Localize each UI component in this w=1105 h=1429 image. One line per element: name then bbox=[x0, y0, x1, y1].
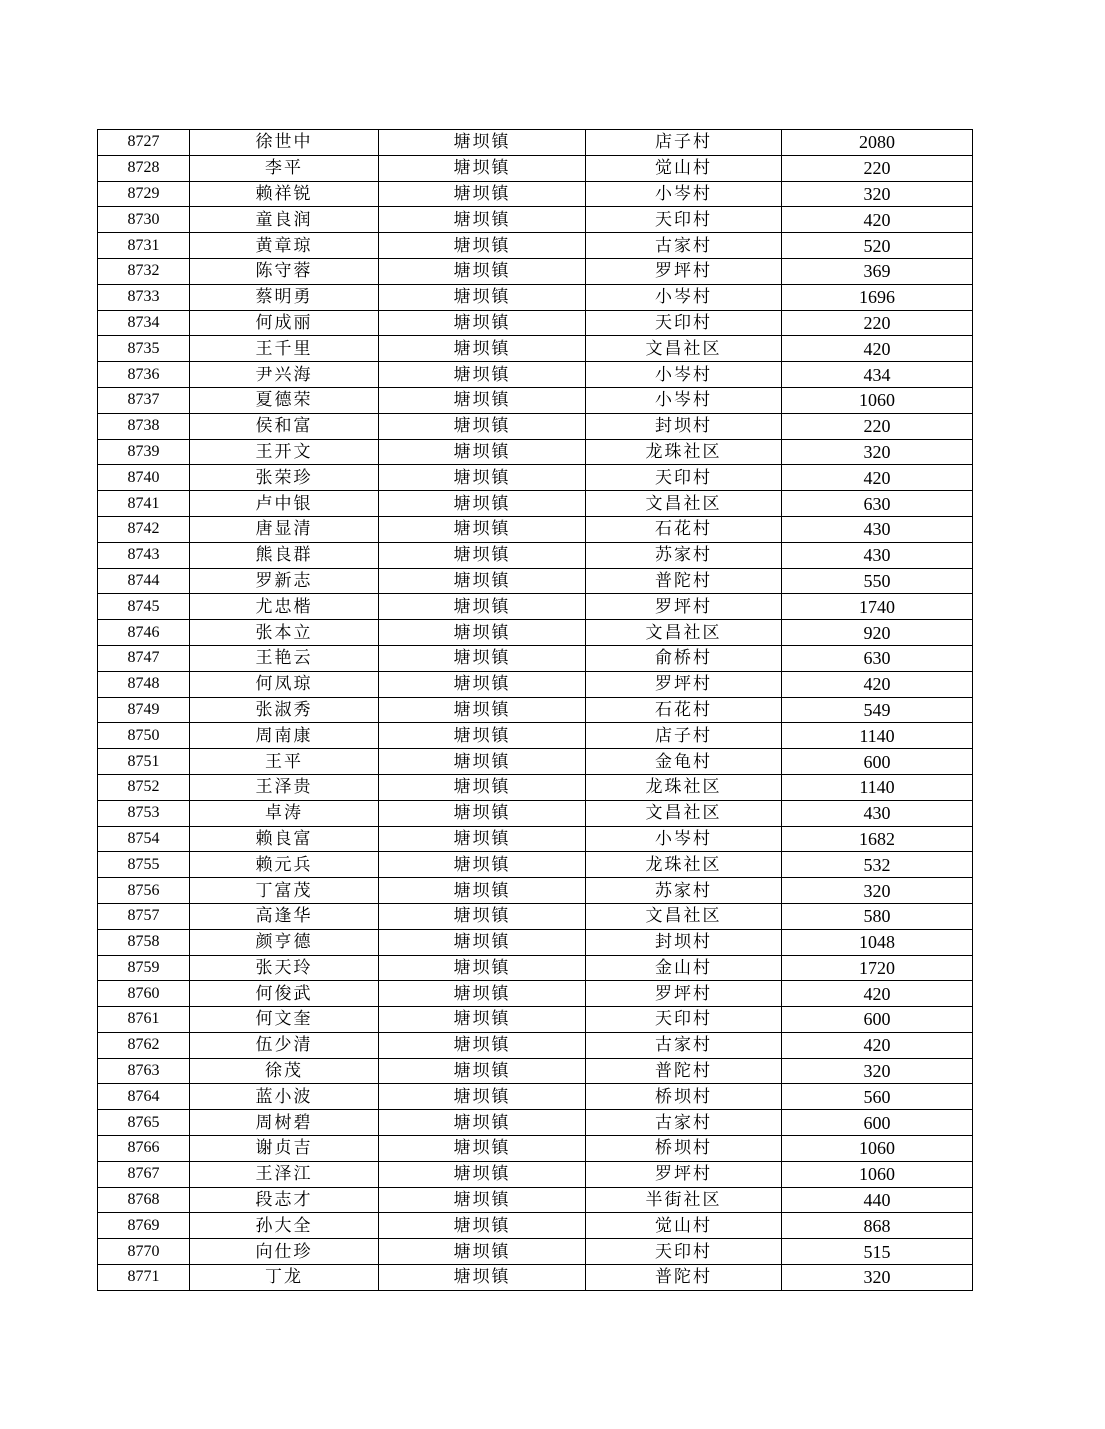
village-cell: 罗坪村 bbox=[586, 671, 782, 697]
person-name-cell: 张天玲 bbox=[190, 955, 379, 981]
town-cell: 塘坝镇 bbox=[379, 697, 586, 723]
village-cell: 文昌社区 bbox=[586, 491, 782, 517]
amount-cell: 1696 bbox=[782, 284, 973, 310]
person-name-cell: 张荣珍 bbox=[190, 465, 379, 491]
record-id-cell: 8753 bbox=[98, 800, 190, 826]
amount-cell: 1140 bbox=[782, 774, 973, 800]
amount-cell: 320 bbox=[782, 878, 973, 904]
person-name-cell: 伍少清 bbox=[190, 1032, 379, 1058]
table-row bbox=[98, 929, 973, 955]
town-cell: 塘坝镇 bbox=[379, 336, 586, 362]
town-cell: 塘坝镇 bbox=[379, 929, 586, 955]
village-cell: 店子村 bbox=[586, 130, 782, 156]
amount-cell: 220 bbox=[782, 155, 973, 181]
village-cell: 封坝村 bbox=[586, 929, 782, 955]
person-name-cell: 徐茂 bbox=[190, 1058, 379, 1084]
town-cell: 塘坝镇 bbox=[379, 233, 586, 259]
amount-cell: 1060 bbox=[782, 1161, 973, 1187]
town-cell: 塘坝镇 bbox=[379, 491, 586, 517]
person-name-cell: 罗新志 bbox=[190, 568, 379, 594]
person-name-cell: 赖元兵 bbox=[190, 852, 379, 878]
person-name-cell: 张淑秀 bbox=[190, 697, 379, 723]
village-cell: 龙珠社区 bbox=[586, 774, 782, 800]
record-id-cell: 8731 bbox=[98, 233, 190, 259]
record-id-cell: 8739 bbox=[98, 439, 190, 465]
person-name-cell: 徐世中 bbox=[190, 130, 379, 156]
table-row bbox=[98, 620, 973, 646]
town-cell: 塘坝镇 bbox=[379, 1058, 586, 1084]
record-id-cell: 8758 bbox=[98, 929, 190, 955]
town-cell: 塘坝镇 bbox=[379, 671, 586, 697]
record-id-cell: 8768 bbox=[98, 1187, 190, 1213]
table-row bbox=[98, 1213, 973, 1239]
person-name-cell: 王艳云 bbox=[190, 645, 379, 671]
table-row bbox=[98, 284, 973, 310]
person-name-cell: 夏德荣 bbox=[190, 387, 379, 413]
person-name-cell: 卢中银 bbox=[190, 491, 379, 517]
person-name-cell: 谢贞吉 bbox=[190, 1136, 379, 1162]
amount-cell: 560 bbox=[782, 1084, 973, 1110]
record-id-cell: 8736 bbox=[98, 362, 190, 388]
table-row bbox=[98, 878, 973, 904]
town-cell: 塘坝镇 bbox=[379, 1110, 586, 1136]
record-id-cell: 8754 bbox=[98, 826, 190, 852]
amount-cell: 430 bbox=[782, 516, 973, 542]
amount-cell: 440 bbox=[782, 1187, 973, 1213]
village-cell: 小岑村 bbox=[586, 826, 782, 852]
record-id-cell: 8755 bbox=[98, 852, 190, 878]
town-cell: 塘坝镇 bbox=[379, 774, 586, 800]
amount-cell: 430 bbox=[782, 542, 973, 568]
amount-cell: 600 bbox=[782, 749, 973, 775]
person-name-cell: 童良润 bbox=[190, 207, 379, 233]
person-name-cell: 尤忠楷 bbox=[190, 594, 379, 620]
record-id-cell: 8763 bbox=[98, 1058, 190, 1084]
person-name-cell: 侯和富 bbox=[190, 413, 379, 439]
record-id-cell: 8770 bbox=[98, 1239, 190, 1265]
village-cell: 石花村 bbox=[586, 516, 782, 542]
record-id-cell: 8766 bbox=[98, 1136, 190, 1162]
person-name-cell: 卓涛 bbox=[190, 800, 379, 826]
person-name-cell: 高逢华 bbox=[190, 903, 379, 929]
village-cell: 桥坝村 bbox=[586, 1136, 782, 1162]
amount-cell: 630 bbox=[782, 491, 973, 517]
town-cell: 塘坝镇 bbox=[379, 749, 586, 775]
person-name-cell: 蔡明勇 bbox=[190, 284, 379, 310]
record-id-cell: 8744 bbox=[98, 568, 190, 594]
town-cell: 塘坝镇 bbox=[379, 1032, 586, 1058]
person-name-cell: 王千里 bbox=[190, 336, 379, 362]
village-cell: 文昌社区 bbox=[586, 336, 782, 362]
person-name-cell: 李平 bbox=[190, 155, 379, 181]
table-row bbox=[98, 903, 973, 929]
person-name-cell: 陈守蓉 bbox=[190, 258, 379, 284]
table-row bbox=[98, 697, 973, 723]
town-cell: 塘坝镇 bbox=[379, 620, 586, 646]
town-cell: 塘坝镇 bbox=[379, 439, 586, 465]
table-row bbox=[98, 413, 973, 439]
village-cell: 觉山村 bbox=[586, 155, 782, 181]
amount-cell: 600 bbox=[782, 1007, 973, 1033]
village-cell: 龙珠社区 bbox=[586, 439, 782, 465]
table-row bbox=[98, 955, 973, 981]
table-row bbox=[98, 387, 973, 413]
village-cell: 半街社区 bbox=[586, 1187, 782, 1213]
amount-cell: 2080 bbox=[782, 130, 973, 156]
table-row bbox=[98, 774, 973, 800]
town-cell: 塘坝镇 bbox=[379, 852, 586, 878]
village-cell: 龙珠社区 bbox=[586, 852, 782, 878]
village-cell: 天印村 bbox=[586, 310, 782, 336]
amount-cell: 220 bbox=[782, 413, 973, 439]
amount-cell: 434 bbox=[782, 362, 973, 388]
amount-cell: 220 bbox=[782, 310, 973, 336]
person-name-cell: 唐显清 bbox=[190, 516, 379, 542]
village-cell: 店子村 bbox=[586, 723, 782, 749]
record-id-cell: 8757 bbox=[98, 903, 190, 929]
record-id-cell: 8765 bbox=[98, 1110, 190, 1136]
person-name-cell: 王开文 bbox=[190, 439, 379, 465]
table-row bbox=[98, 542, 973, 568]
record-id-cell: 8729 bbox=[98, 181, 190, 207]
amount-cell: 420 bbox=[782, 336, 973, 362]
person-name-cell: 何俊武 bbox=[190, 981, 379, 1007]
record-id-cell: 8734 bbox=[98, 310, 190, 336]
village-cell: 桥坝村 bbox=[586, 1084, 782, 1110]
record-id-cell: 8752 bbox=[98, 774, 190, 800]
person-name-cell: 周树碧 bbox=[190, 1110, 379, 1136]
record-table bbox=[97, 129, 973, 1291]
person-name-cell: 何凤琼 bbox=[190, 671, 379, 697]
town-cell: 塘坝镇 bbox=[379, 1136, 586, 1162]
person-name-cell: 赖良富 bbox=[190, 826, 379, 852]
village-cell: 普陀村 bbox=[586, 568, 782, 594]
village-cell: 石花村 bbox=[586, 697, 782, 723]
table-row bbox=[98, 1239, 973, 1265]
table-row bbox=[98, 465, 973, 491]
village-cell: 罗坪村 bbox=[586, 1161, 782, 1187]
amount-cell: 320 bbox=[782, 439, 973, 465]
record-id-cell: 8745 bbox=[98, 594, 190, 620]
table-row bbox=[98, 749, 973, 775]
village-cell: 文昌社区 bbox=[586, 903, 782, 929]
amount-cell: 1682 bbox=[782, 826, 973, 852]
amount-cell: 549 bbox=[782, 697, 973, 723]
table-row bbox=[98, 645, 973, 671]
record-id-cell: 8764 bbox=[98, 1084, 190, 1110]
table-row bbox=[98, 852, 973, 878]
amount-cell: 420 bbox=[782, 465, 973, 491]
person-name-cell: 向仕珍 bbox=[190, 1239, 379, 1265]
record-id-cell: 8732 bbox=[98, 258, 190, 284]
village-cell: 罗坪村 bbox=[586, 594, 782, 620]
record-id-cell: 8750 bbox=[98, 723, 190, 749]
village-cell: 天印村 bbox=[586, 465, 782, 491]
amount-cell: 320 bbox=[782, 1265, 973, 1291]
person-name-cell: 孙大全 bbox=[190, 1213, 379, 1239]
town-cell: 塘坝镇 bbox=[379, 207, 586, 233]
table-row bbox=[98, 671, 973, 697]
person-name-cell: 丁龙 bbox=[190, 1265, 379, 1291]
village-cell: 古家村 bbox=[586, 1032, 782, 1058]
person-name-cell: 丁富茂 bbox=[190, 878, 379, 904]
amount-cell: 515 bbox=[782, 1239, 973, 1265]
record-id-cell: 8733 bbox=[98, 284, 190, 310]
table-row bbox=[98, 1265, 973, 1291]
village-cell: 天印村 bbox=[586, 1007, 782, 1033]
record-id-cell: 8727 bbox=[98, 130, 190, 156]
town-cell: 塘坝镇 bbox=[379, 1213, 586, 1239]
table-row bbox=[98, 568, 973, 594]
village-cell: 苏家村 bbox=[586, 878, 782, 904]
table-row bbox=[98, 1007, 973, 1033]
person-name-cell: 赖祥锐 bbox=[190, 181, 379, 207]
record-id-cell: 8748 bbox=[98, 671, 190, 697]
table-row bbox=[98, 310, 973, 336]
amount-cell: 1140 bbox=[782, 723, 973, 749]
amount-cell: 320 bbox=[782, 1058, 973, 1084]
table-row bbox=[98, 336, 973, 362]
record-id-cell: 8756 bbox=[98, 878, 190, 904]
table-row bbox=[98, 155, 973, 181]
table-row bbox=[98, 594, 973, 620]
record-id-cell: 8751 bbox=[98, 749, 190, 775]
person-name-cell: 段志才 bbox=[190, 1187, 379, 1213]
town-cell: 塘坝镇 bbox=[379, 878, 586, 904]
town-cell: 塘坝镇 bbox=[379, 155, 586, 181]
village-cell: 文昌社区 bbox=[586, 620, 782, 646]
record-id-cell: 8737 bbox=[98, 387, 190, 413]
table-row bbox=[98, 826, 973, 852]
town-cell: 塘坝镇 bbox=[379, 181, 586, 207]
record-id-cell: 8728 bbox=[98, 155, 190, 181]
town-cell: 塘坝镇 bbox=[379, 981, 586, 1007]
table-row bbox=[98, 207, 973, 233]
table-row bbox=[98, 723, 973, 749]
village-cell: 觉山村 bbox=[586, 1213, 782, 1239]
town-cell: 塘坝镇 bbox=[379, 594, 586, 620]
amount-cell: 430 bbox=[782, 800, 973, 826]
amount-cell: 1060 bbox=[782, 387, 973, 413]
town-cell: 塘坝镇 bbox=[379, 516, 586, 542]
town-cell: 塘坝镇 bbox=[379, 1239, 586, 1265]
town-cell: 塘坝镇 bbox=[379, 826, 586, 852]
person-name-cell: 周南康 bbox=[190, 723, 379, 749]
village-cell: 天印村 bbox=[586, 1239, 782, 1265]
town-cell: 塘坝镇 bbox=[379, 130, 586, 156]
record-id-cell: 8741 bbox=[98, 491, 190, 517]
amount-cell: 320 bbox=[782, 181, 973, 207]
record-id-cell: 8743 bbox=[98, 542, 190, 568]
table-row bbox=[98, 362, 973, 388]
record-id-cell: 8761 bbox=[98, 1007, 190, 1033]
village-cell: 罗坪村 bbox=[586, 981, 782, 1007]
amount-cell: 1060 bbox=[782, 1136, 973, 1162]
town-cell: 塘坝镇 bbox=[379, 800, 586, 826]
town-cell: 塘坝镇 bbox=[379, 465, 586, 491]
village-cell: 天印村 bbox=[586, 207, 782, 233]
table-body bbox=[98, 130, 973, 1291]
amount-cell: 532 bbox=[782, 852, 973, 878]
record-id-cell: 8771 bbox=[98, 1265, 190, 1291]
village-cell: 俞桥村 bbox=[586, 645, 782, 671]
village-cell: 罗坪村 bbox=[586, 258, 782, 284]
village-cell: 古家村 bbox=[586, 1110, 782, 1136]
record-id-cell: 8738 bbox=[98, 413, 190, 439]
table-row bbox=[98, 800, 973, 826]
town-cell: 塘坝镇 bbox=[379, 1084, 586, 1110]
record-id-cell: 8747 bbox=[98, 645, 190, 671]
town-cell: 塘坝镇 bbox=[379, 310, 586, 336]
table-row bbox=[98, 258, 973, 284]
person-name-cell: 王泽江 bbox=[190, 1161, 379, 1187]
record-id-cell: 8742 bbox=[98, 516, 190, 542]
person-name-cell: 张本立 bbox=[190, 620, 379, 646]
amount-cell: 600 bbox=[782, 1110, 973, 1136]
table-row bbox=[98, 1136, 973, 1162]
record-id-cell: 8760 bbox=[98, 981, 190, 1007]
village-cell: 小岑村 bbox=[586, 387, 782, 413]
town-cell: 塘坝镇 bbox=[379, 1265, 586, 1291]
person-name-cell: 王泽贵 bbox=[190, 774, 379, 800]
amount-cell: 369 bbox=[782, 258, 973, 284]
town-cell: 塘坝镇 bbox=[379, 1161, 586, 1187]
table-row bbox=[98, 1032, 973, 1058]
town-cell: 塘坝镇 bbox=[379, 1187, 586, 1213]
table-row bbox=[98, 1058, 973, 1084]
record-id-cell: 8749 bbox=[98, 697, 190, 723]
village-cell: 古家村 bbox=[586, 233, 782, 259]
table-row bbox=[98, 181, 973, 207]
village-cell: 普陀村 bbox=[586, 1265, 782, 1291]
person-name-cell: 蓝小波 bbox=[190, 1084, 379, 1110]
town-cell: 塘坝镇 bbox=[379, 955, 586, 981]
town-cell: 塘坝镇 bbox=[379, 413, 586, 439]
amount-cell: 1740 bbox=[782, 594, 973, 620]
table-row bbox=[98, 491, 973, 517]
person-name-cell: 何成丽 bbox=[190, 310, 379, 336]
amount-cell: 550 bbox=[782, 568, 973, 594]
amount-cell: 420 bbox=[782, 671, 973, 697]
record-id-cell: 8759 bbox=[98, 955, 190, 981]
table-row bbox=[98, 1110, 973, 1136]
table-row bbox=[98, 981, 973, 1007]
village-cell: 金龟村 bbox=[586, 749, 782, 775]
amount-cell: 520 bbox=[782, 233, 973, 259]
town-cell: 塘坝镇 bbox=[379, 568, 586, 594]
village-cell: 小岑村 bbox=[586, 362, 782, 388]
table-row bbox=[98, 439, 973, 465]
village-cell: 普陀村 bbox=[586, 1058, 782, 1084]
amount-cell: 1048 bbox=[782, 929, 973, 955]
amount-cell: 420 bbox=[782, 207, 973, 233]
town-cell: 塘坝镇 bbox=[379, 542, 586, 568]
record-id-cell: 8746 bbox=[98, 620, 190, 646]
village-cell: 小岑村 bbox=[586, 284, 782, 310]
amount-cell: 920 bbox=[782, 620, 973, 646]
town-cell: 塘坝镇 bbox=[379, 387, 586, 413]
village-cell: 小岑村 bbox=[586, 181, 782, 207]
town-cell: 塘坝镇 bbox=[379, 723, 586, 749]
person-name-cell: 熊良群 bbox=[190, 542, 379, 568]
amount-cell: 630 bbox=[782, 645, 973, 671]
table-row bbox=[98, 1187, 973, 1213]
town-cell: 塘坝镇 bbox=[379, 1007, 586, 1033]
table-row bbox=[98, 130, 973, 156]
table-row bbox=[98, 233, 973, 259]
table-row bbox=[98, 1161, 973, 1187]
village-cell: 苏家村 bbox=[586, 542, 782, 568]
person-name-cell: 尹兴海 bbox=[190, 362, 379, 388]
record-id-cell: 8735 bbox=[98, 336, 190, 362]
person-name-cell: 颜亨德 bbox=[190, 929, 379, 955]
amount-cell: 1720 bbox=[782, 955, 973, 981]
table-row bbox=[98, 516, 973, 542]
person-name-cell: 何文奎 bbox=[190, 1007, 379, 1033]
person-name-cell: 黄章琼 bbox=[190, 233, 379, 259]
person-name-cell: 王平 bbox=[190, 749, 379, 775]
record-id-cell: 8740 bbox=[98, 465, 190, 491]
table-row bbox=[98, 1084, 973, 1110]
village-cell: 封坝村 bbox=[586, 413, 782, 439]
record-id-cell: 8730 bbox=[98, 207, 190, 233]
town-cell: 塘坝镇 bbox=[379, 645, 586, 671]
town-cell: 塘坝镇 bbox=[379, 258, 586, 284]
amount-cell: 420 bbox=[782, 981, 973, 1007]
amount-cell: 420 bbox=[782, 1032, 973, 1058]
amount-cell: 868 bbox=[782, 1213, 973, 1239]
town-cell: 塘坝镇 bbox=[379, 284, 586, 310]
record-id-cell: 8762 bbox=[98, 1032, 190, 1058]
record-id-cell: 8769 bbox=[98, 1213, 190, 1239]
amount-cell: 580 bbox=[782, 903, 973, 929]
town-cell: 塘坝镇 bbox=[379, 362, 586, 388]
record-id-cell: 8767 bbox=[98, 1161, 190, 1187]
village-cell: 金山村 bbox=[586, 955, 782, 981]
town-cell: 塘坝镇 bbox=[379, 903, 586, 929]
village-cell: 文昌社区 bbox=[586, 800, 782, 826]
